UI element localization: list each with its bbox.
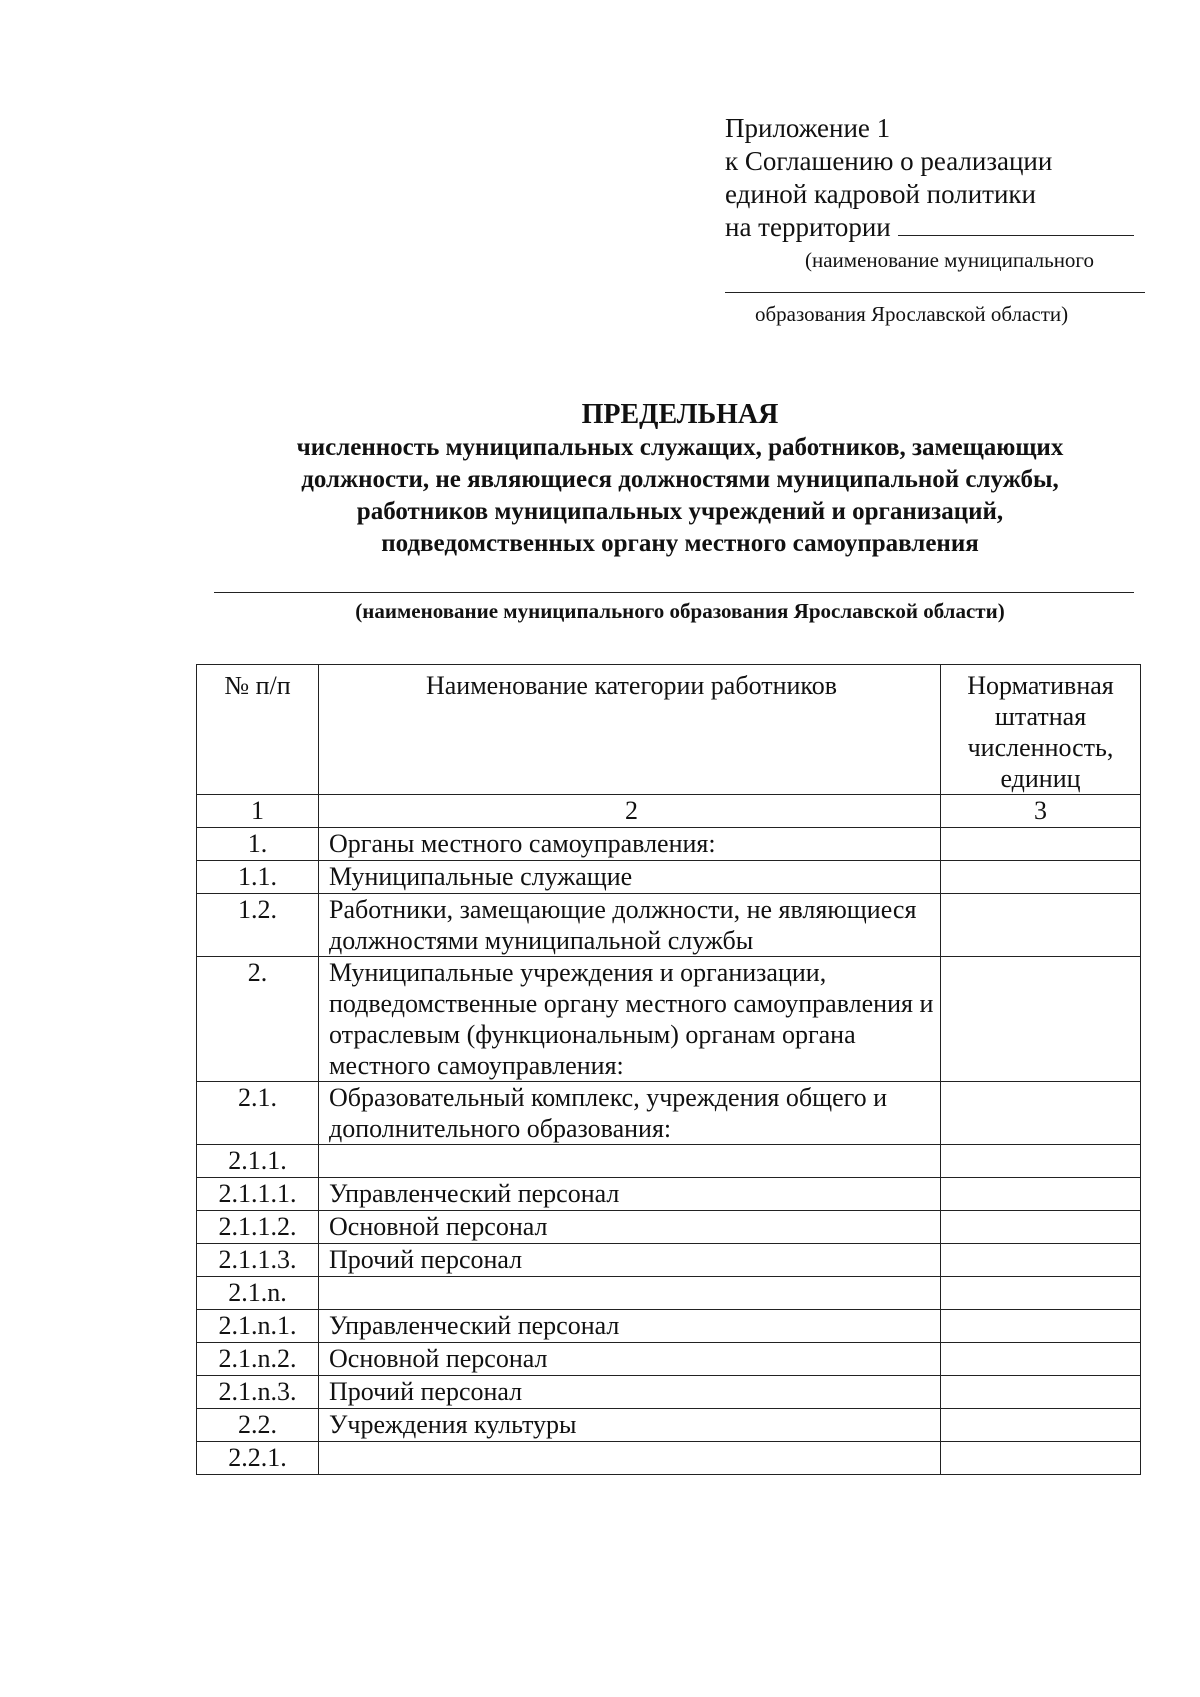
- row-number: 2.2.1.: [197, 1442, 319, 1475]
- row-number: 2.1.n.2.: [197, 1343, 319, 1376]
- title-line-3: работников муниципальных учреждений и организаций,: [356, 498, 1004, 525]
- territory-blank-line: [898, 235, 1134, 236]
- row-norm-value[interactable]: [941, 1442, 1141, 1475]
- header-category-name: Наименование категории работников: [319, 665, 941, 795]
- row-category-name: Управленческий персонал: [319, 1178, 941, 1211]
- table-row: [197, 1310, 1141, 1343]
- staff-norm-table: [196, 664, 1141, 1475]
- table-row: [197, 1409, 1141, 1442]
- row-category-name: [319, 1442, 941, 1475]
- row-category-name: [319, 1277, 941, 1310]
- row-norm-value[interactable]: [941, 1178, 1141, 1211]
- table-row: [197, 1145, 1141, 1178]
- row-category-name: Прочий персонал: [319, 1376, 941, 1409]
- table-row: [197, 1343, 1141, 1376]
- annex-block: [725, 112, 1165, 327]
- row-category-name: Образовательный комплекс, учреждения общего и дополнительного образования:: [319, 1082, 941, 1145]
- row-category-name: Управленческий персонал: [319, 1310, 941, 1343]
- row-norm-value[interactable]: [941, 1244, 1141, 1277]
- row-norm-value[interactable]: [941, 894, 1141, 957]
- row-category-name: Основной персонал: [319, 1211, 941, 1244]
- row-category-name: Учреждения культуры: [319, 1409, 941, 1442]
- row-category-name: Работники, замещающие должности, не являющиеся должностями муниципальной службы: [319, 894, 941, 957]
- column-number-3: 3: [941, 795, 1141, 828]
- row-number: 1.2.: [197, 894, 319, 957]
- row-category-name: Основной персонал: [319, 1343, 941, 1376]
- column-number-1: 1: [197, 795, 319, 828]
- row-norm-value[interactable]: [941, 1082, 1141, 1145]
- row-norm-value[interactable]: [941, 957, 1141, 1082]
- row-norm-value[interactable]: [941, 1310, 1141, 1343]
- table-row: [197, 1211, 1141, 1244]
- row-norm-value[interactable]: [941, 1376, 1141, 1409]
- table-row: [197, 1244, 1141, 1277]
- table-row: [197, 1376, 1141, 1409]
- row-number: 2.1.1.1.: [197, 1178, 319, 1211]
- municipality-blank-line: [725, 292, 1145, 293]
- row-number: 2.1.n.1.: [197, 1310, 319, 1343]
- document-title: [180, 398, 1180, 560]
- title-line-4: подведомственных органу местного самоуправления: [381, 530, 979, 557]
- annex-line-1: Приложение 1: [725, 113, 891, 143]
- annex-line-2: к Соглашению о реализации: [725, 146, 1053, 176]
- row-number: 1.: [197, 828, 319, 861]
- table-row: [197, 861, 1141, 894]
- row-norm-value[interactable]: [941, 1277, 1141, 1310]
- table-body: [197, 828, 1141, 1475]
- row-number: 2.1.: [197, 1082, 319, 1145]
- row-category-name: Органы местного самоуправления:: [319, 828, 941, 861]
- row-number: 2.1.n.: [197, 1277, 319, 1310]
- annex-line-3: единой кадровой политики: [725, 179, 1036, 209]
- table-row: [197, 894, 1141, 957]
- row-norm-value[interactable]: [941, 1343, 1141, 1376]
- row-number: 2.1.1.: [197, 1145, 319, 1178]
- row-category-name: Муниципальные учреждения и организации, подведомственные органу местного самоуправления и отраслевым (функциональным) органам органа местного самоуправления:: [319, 957, 941, 1082]
- row-norm-value[interactable]: [941, 1409, 1141, 1442]
- table-row: [197, 1178, 1141, 1211]
- annex-line-4: [725, 211, 1165, 244]
- table-row: [197, 957, 1141, 1082]
- column-number-2: 2: [319, 795, 941, 828]
- row-number: 1.1.: [197, 861, 319, 894]
- row-number: 2.1.n.3.: [197, 1376, 319, 1409]
- row-category-name: Прочий персонал: [319, 1244, 941, 1277]
- table-header-row: [197, 665, 1141, 795]
- row-number: 2.1.1.2.: [197, 1211, 319, 1244]
- row-category-name: Муниципальные служащие: [319, 861, 941, 894]
- row-norm-value[interactable]: [941, 828, 1141, 861]
- row-number: 2.2.: [197, 1409, 319, 1442]
- row-number: 2.1.1.3.: [197, 1244, 319, 1277]
- table-row: [197, 828, 1141, 861]
- table-row: [197, 1277, 1141, 1310]
- annex-hint-2: образования Ярославской области): [755, 302, 1069, 326]
- row-number: 2.: [197, 957, 319, 1082]
- municipality-name-hint: (наименование муниципального образования Ярославской области): [355, 599, 1005, 623]
- column-number-row: [197, 795, 1141, 828]
- table-row: [197, 1082, 1141, 1145]
- annex-territory-label: на территории: [725, 212, 891, 242]
- title-line-2: должности, не являющиеся должностями муниципальной службы,: [301, 466, 1059, 493]
- table-row: [197, 1442, 1141, 1475]
- row-norm-value[interactable]: [941, 1145, 1141, 1178]
- header-norm-count: Нормативная штатная численность, единиц: [941, 665, 1141, 795]
- row-norm-value[interactable]: [941, 1211, 1141, 1244]
- municipality-name-blank-line: [214, 592, 1134, 593]
- row-norm-value[interactable]: [941, 861, 1141, 894]
- title-main: ПРЕДЕЛЬНАЯ: [581, 399, 779, 430]
- annex-hint-1: (наименование муниципального: [805, 248, 1095, 272]
- title-line-1: численность муниципальных служащих, работников, замещающих: [296, 434, 1064, 461]
- row-category-name: [319, 1145, 941, 1178]
- header-number: № п/п: [197, 665, 319, 795]
